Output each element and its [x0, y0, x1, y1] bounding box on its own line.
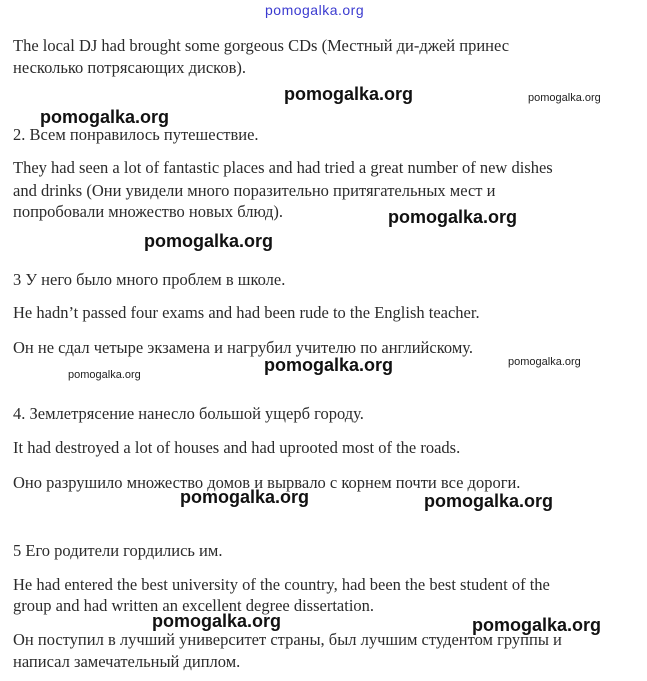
text-line-10: 4. Землетрясение нанесло большой ущерб городу.	[13, 404, 364, 423]
text-line-1: The local DJ had brought some gorgeous CDs (Местный ди-джей принес	[13, 36, 510, 55]
text-line-7: 3 У него было много проблем в школе.	[13, 270, 286, 289]
watermark: pomogalka.org	[144, 231, 274, 251]
watermark-top: pomogalka.org	[265, 2, 365, 18]
watermark: pomogalka.org	[508, 356, 581, 368]
text-line-17: написал замечательный диплом.	[13, 652, 241, 671]
text-line-2: несколько потрясающих дисков).	[13, 58, 246, 77]
text-line-13: 5 Его родители гордились им.	[13, 541, 223, 560]
watermark: pomogalka.org	[528, 92, 601, 104]
watermark: pomogalka.org	[152, 611, 282, 631]
text-line-14: He had entered the best university of the country, had been the best student of the	[13, 575, 550, 594]
text-line-11: It had destroyed a lot of houses and had uprooted most of the roads.	[13, 438, 461, 457]
text-line-15: group and had written an excellent degree dissertation.	[13, 596, 375, 615]
text-line-3: 2. Всем понравилось путешествие.	[13, 125, 259, 144]
watermark: pomogalka.org	[264, 355, 394, 375]
text-line-16: Он поступил в лучший университет страны, был лучшим студентом группы и	[13, 630, 562, 649]
watermark: pomogalka.org	[284, 84, 414, 104]
text-line-4: They had seen a lot of fantastic places and had tried a great number of new dishes	[13, 158, 553, 177]
watermark: pomogalka.org	[388, 207, 518, 227]
watermark: pomogalka.org	[40, 107, 170, 127]
watermark: pomogalka.org	[68, 369, 141, 381]
text-line-9: Он не сдал четыре экзамена и нагрубил учителю по английскому.	[13, 338, 473, 357]
watermark: pomogalka.org	[424, 491, 554, 511]
text-line-12: Оно разрушило множество домов и вырвало с корнем почти все дороги.	[13, 473, 521, 492]
watermark: pomogalka.org	[180, 487, 310, 507]
watermark: pomogalka.org	[472, 615, 602, 635]
text-line-5: and drinks (Они увидели много поразительно притягательных мест и	[13, 181, 496, 200]
text-line-8: He hadn’t passed four exams and had been rude to the English teacher.	[13, 303, 480, 322]
text-line-6: попробовали множество новых блюд).	[13, 202, 283, 221]
